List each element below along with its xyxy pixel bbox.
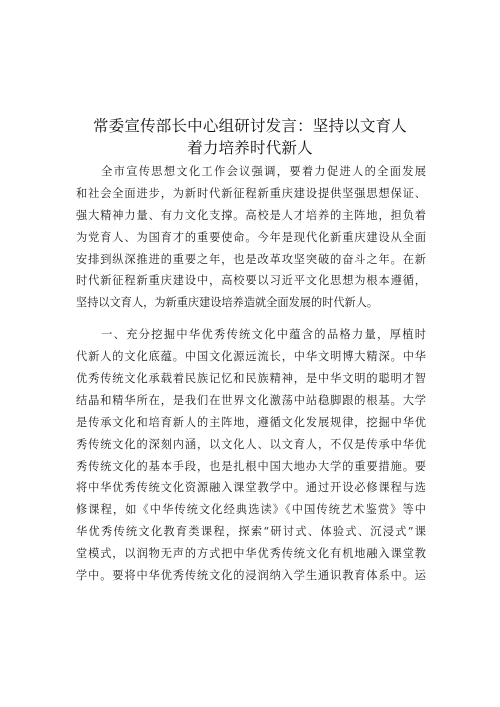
- paragraph-gap: [76, 314, 426, 324]
- paragraph-line: 全市宣传思想文化工作会议强调，要着力促进人的全面发展: [76, 165, 426, 178]
- paragraph-line: 秀传统文化的基本手段，也是扎根中国大地办大学的重要措施。要: [76, 459, 426, 473]
- document-title-line-2: 着力培养时代新人: [187, 139, 313, 157]
- paragraph-line: 是传承文化和培育新人的主阵地，遵循文化发展规律，挖掘中华优: [76, 415, 426, 429]
- paragraph-line: 学中。要将中华优秀传统文化的浸润纳入学生通识教育体系中。运: [76, 569, 426, 583]
- paragraph-line: 将中华优秀传统文化资源融入课堂教学中。通过开设必修课程与选: [76, 481, 426, 495]
- paragraph-line: 优秀传统文化承载着民族记忆和民族精神，是中华文明的聪明才智: [76, 372, 426, 386]
- paragraph-line: 结晶和精华所在，是我们在世界文化激荡中站稳脚跟的根基。大学: [76, 393, 426, 407]
- paragraph-line: 和社会全面进步，为新时代新征程新重庆建设提供坚强思想保证、: [76, 186, 426, 200]
- document-title-line-1: 常委宣传部长中心组研讨发言：坚持以文育人: [92, 117, 407, 135]
- paragraph-line: 修课程，如《中华传统文化经典选读》《中国传统艺术鉴赏》等中: [76, 503, 426, 517]
- paragraph-line: 为党育人、为国育才的重要使命。今年是现代化新重庆建设从全面: [76, 230, 426, 244]
- paragraph-line: 堂模式，以润物无声的方式把中华优秀传统文化有机地融入课堂教: [76, 547, 426, 561]
- paragraph-line: 代新人的文化底蕴。中国文化源远流长，中华文明博大精深。中华: [76, 350, 426, 364]
- paragraph-section-one: [76, 324, 426, 587]
- paragraph-intro: [76, 161, 426, 314]
- paragraph-line: 秀传统文化的深刻内涵，以文化人、以文育人，不仅是传承中华优: [76, 437, 426, 451]
- paragraph-line: 安排到纵深推进的重要之年，也是改革攻坚突破的奋斗之年。在新: [76, 252, 426, 266]
- paragraph-line: 华优秀传统文化教育类课程，探索“研讨式、体验式、沉浸式”课: [76, 525, 426, 539]
- paragraph-line: 强大精神力量、有力文化支撑。高校是人才培养的主阵地，担负着: [76, 208, 426, 222]
- paragraph-line: 时代新征程新重庆建设中，高校要以习近平文化思想为根本遵循，: [76, 274, 426, 288]
- paragraph-line: 一、充分挖掘中华优秀传统文化中蕴含的品格力量，厚植时: [76, 328, 426, 342]
- paragraph-line: 坚持以文育人，为新重庆建设培养造就全面发展的时代新人。: [76, 296, 379, 310]
- document-body: [76, 161, 426, 587]
